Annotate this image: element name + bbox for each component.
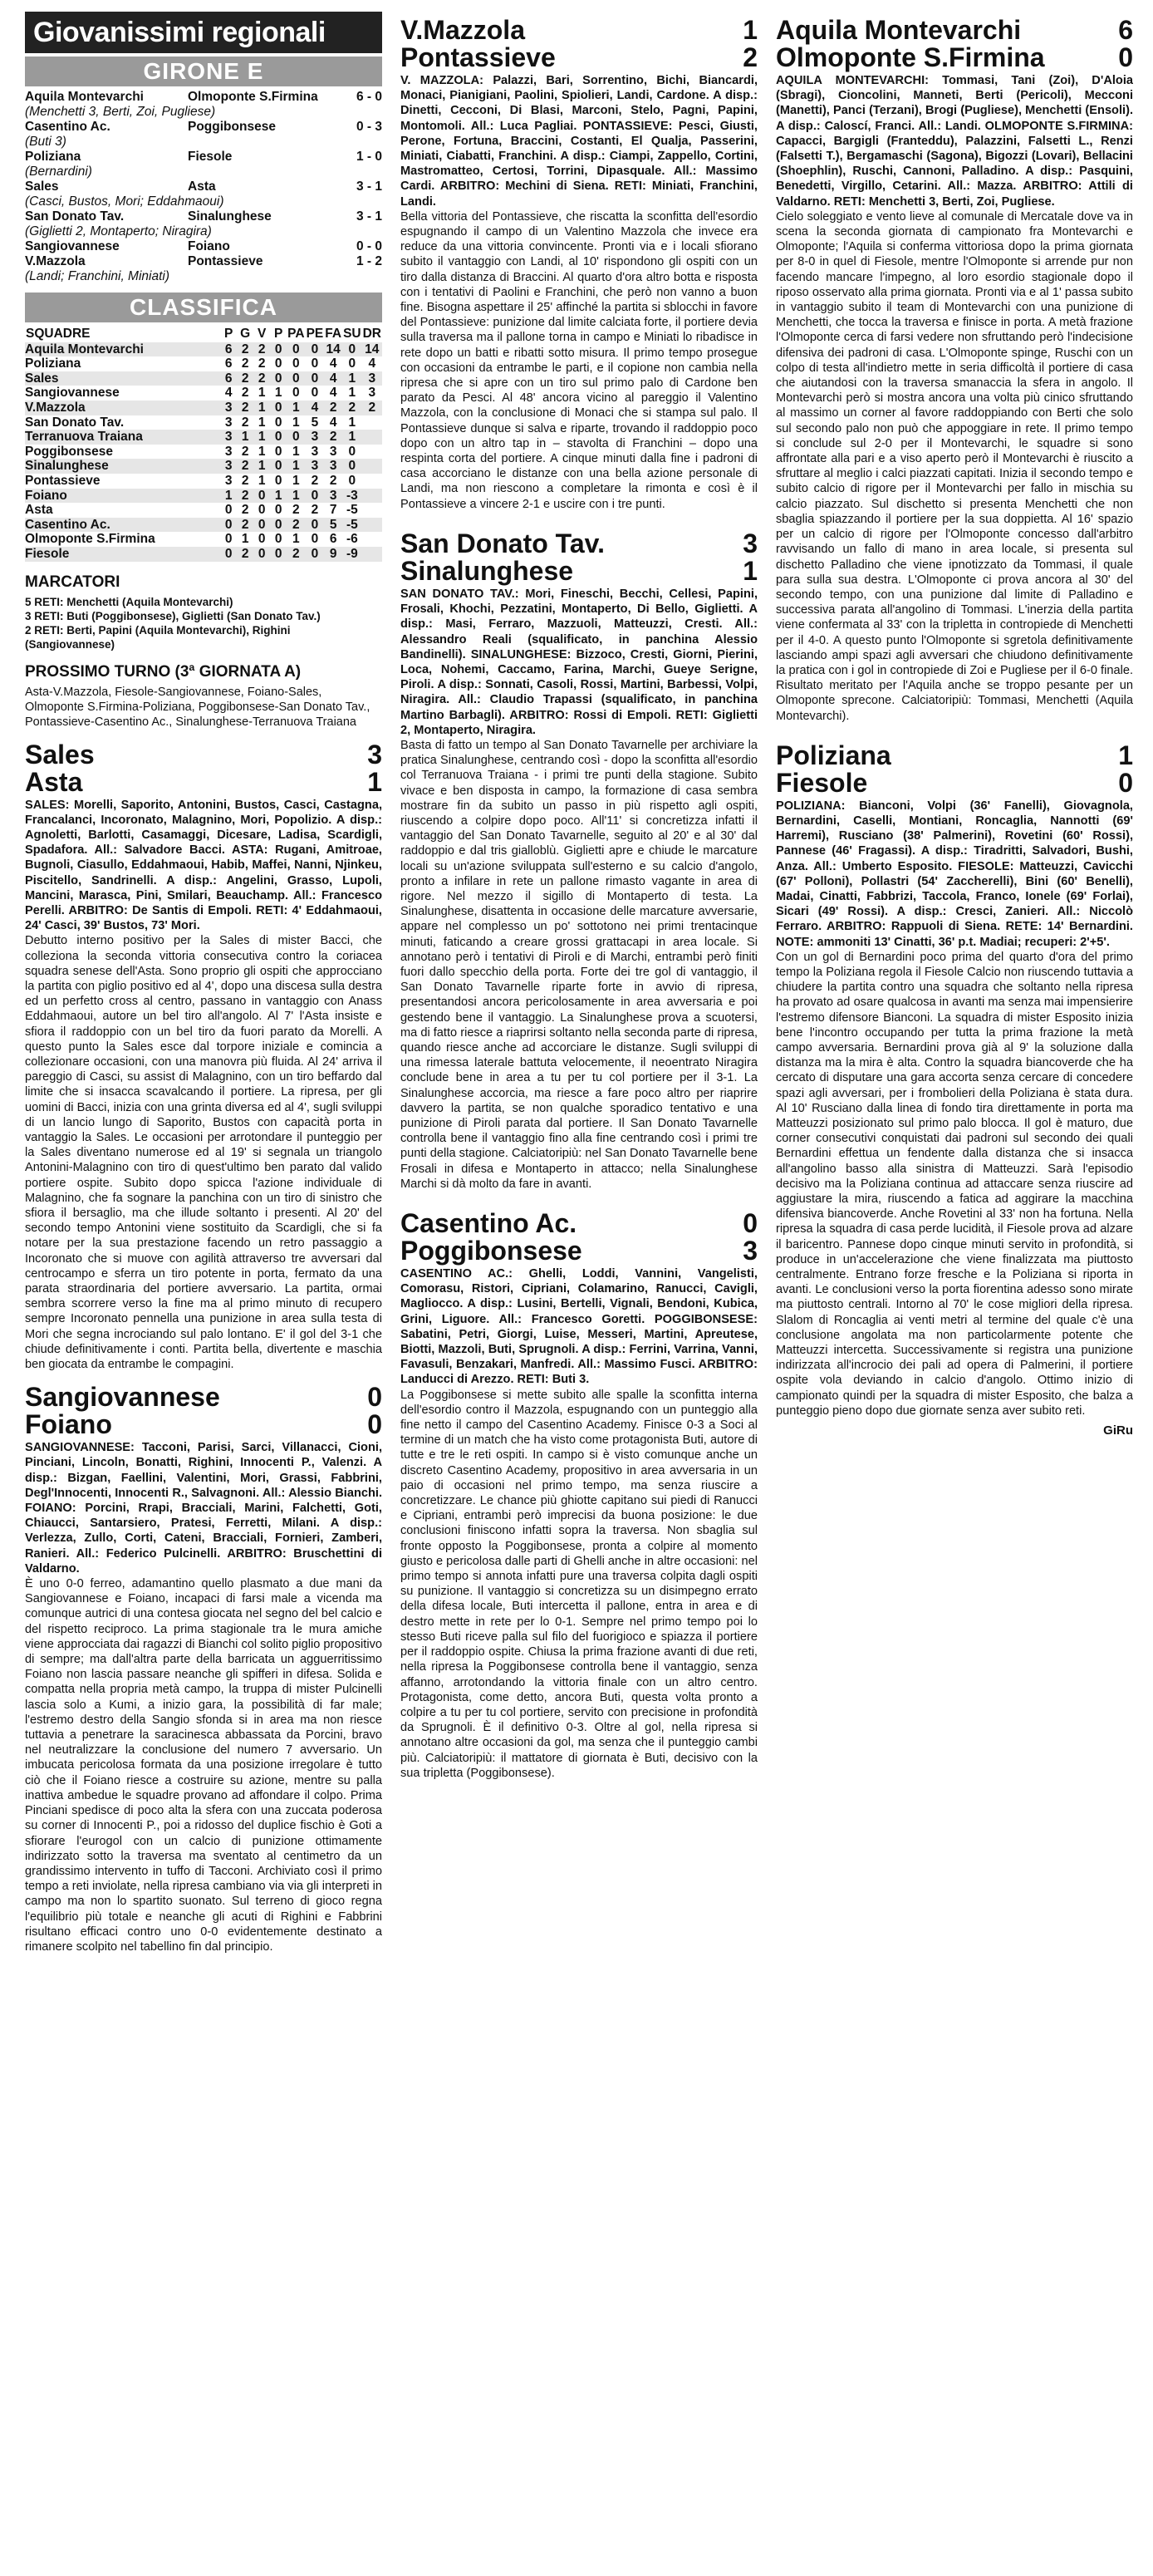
standings-cell: 2: [253, 371, 270, 386]
standings-body: [25, 342, 382, 562]
match-body: Cielo soleggiato e vento lieve al comunale di Mercatale dove va in scena la seconda giornata di campionato fra Montevarchi e Olmoponte; l'Aquila si conferma vittoriosa dopo la prima giornata per 8-0 in quel di Fiesole, mentre l'Olmoponte si arrende pur non facendo mancare l'impegno, al loro esordio stagionale dopo il riposo osservato alla prima giornata. Pronti via e al 1' passa subito in vantaggio subito il team di Montevarchi con una punizione di Menchetti, che tocca la traversa e finisce in porta. A metà frazione l'Olmoponte cerca di farsi vedere non sfruttando però l'indecisione difensiva dei padroni di casa. L'Olmoponte spinge, Ruschi con un colpo di testa all'indietro mette in seria difficoltà il portiere di casa che aiutandosi con la traversa smanaccia la sfera in angolo. Il Montevarchi però si mostra ancora una volta più cinico sfruttando al massimo un corner al favore raddoppiando con Berti che solo sul secondo palo non può che appoggiare in rete. Il primo tempo si conclude sul 2-0 per il Montevarchi, le squadre si sono affrontate alla pari e a viso aperto però il Montevarchi è riuscito a sfruttare al meglio i calci piazzati capitati. Inizia il secondo tempo e subito calcio di rigore per il Montevarchi per fallo in mischia su calcio piazzato. Sul dischetto si presenta Menchetti che non sbaglia spiazzando il portiere per la sua doppietta. Al 16' spazio per un calcio di rigore per l'Olmoponte concesso dall'arbitro ravvisando un fallo di mano in area locale, si presenta sul dischetto Palladino che viene ipnotizzato da Tommasi, il quale para sulla sua destra. L'Olmoponte ci prova ancora al 30' del secondo tempo, con una punizione dal limite di Palladino e successiva parata all'angolino di Tommasi. L'inerzia della partita viene confermata al 33' con la tripletta in contropiede di Menchetti per il 4-0. A questo punto l'Olmoponte si sgretola definitivamente lasciando ampi spazi agli avversari che chiudono definitivamente la pratica con i gol in contropiede di Zoi e Pugliese per il 6-0 finale. Risultato meritato per l'Aquila anche se troppo pesante per un Olmoponte sprecone. Calciatoripiù: Tommasi, Menchetti (Aquila Montevarchi).: [776, 209, 1133, 723]
standings-cell: 1: [258, 473, 266, 488]
standings-cell: 4: [329, 356, 337, 371]
standings-cell: [362, 430, 382, 445]
standings-cell: 2: [292, 503, 300, 518]
standings-row: [25, 356, 382, 371]
result-score: 1 - 2: [356, 254, 382, 268]
standings-row: [25, 386, 382, 401]
match-lineup: SAN DONATO TAV.: Mori, Fineschi, Becchi, Cellesi, Papini, Frosali, Khochi, Pezzatini, Montaperto, Di Bello, Giglietti. A disp.: Masi, Ferraro, Mazzuoli, Matteuzzi, Cresti. All.: Alessandro Reali (squalificato, in panchina Alessio Bandinelli). SINALUNGHESE: Bizzoco, Cresti, Giorni, Pierini, Loca, Nohemi, Caccamo, Farina, Marchi, Gueye Serigne, Piroli. A disp.: Sonnati, Casoli, Rossi, Martini, Barbessi, Volpi, Niragira. All.: Claudio Trapassi (squalificato, in panchina Martino Barbagli). ARBITRO: Rossi di Empoli. RETI: Giglietti 2, Montaperto, Niragira.: [400, 587, 758, 737]
standings-cell: 3: [362, 371, 382, 386]
result-score: 3 - 1: [356, 179, 382, 194]
standings-cell: 3: [329, 444, 337, 459]
standings-cell: 2: [237, 518, 253, 533]
scorers-line: 2 RETI: Berti, Papini (Aquila Montevarchi), Righini (Sangiovannese): [25, 623, 291, 651]
standings-cell: 2: [253, 342, 270, 357]
standings-cell: 1: [253, 459, 270, 474]
result-home: Poliziana: [25, 150, 81, 164]
result-item: [25, 120, 382, 150]
standings-cell: 0: [274, 532, 282, 547]
result-away: Olmoponte S.Firmina: [188, 90, 318, 104]
standings-cell: 1: [253, 401, 270, 415]
standings-cell: 1: [258, 444, 266, 459]
standings-cell: 0: [224, 503, 233, 518]
standings-team: Sinalunghese: [25, 459, 220, 474]
standings-cell: 2: [241, 386, 249, 401]
standings-cell: 0: [253, 489, 270, 504]
standings-cell: 0: [253, 547, 270, 562]
standings-header: CLASSIFICA: [25, 293, 382, 322]
standings-col-header: FA: [325, 327, 342, 341]
match-away-score: 1: [743, 555, 758, 586]
match-body: Con un gol di Bernardini poco prima del quarto d'ora del primo tempo la Poliziana regola il Fiesole Calcio non riuscendo tuttavia a chiudere la partita contro una squadra che soltanto nella ripresa ha provato ad osare qualcosa in avanti ma senza mai impensierire l'estremo difensore Bianconi. La squadra di mister Esposito inizia bene l'incontro occupando per tutta la prima frazione la metà campo avversaria. Bernardini prova già al 9' la soluzione dalla distanza ma la mira è alta. Contro la squadra biancoverde che ha cercato di disputare una gara accorta senza cercare di concedere spazi agli avversari, per i frombolieri della Poliziana è stata dura. Al 10' Rusciano dalla linea di fondo tira direttamente in porta ma Matteuzzi posizionato sul primo palo blocca. Il gol è maturo, due corner consecutivi conquistati dai padroni sul secondo dei quali Bernardini effettua un fendente dalla distanza che si insacca all'angolino basso alla sinistra di Matteuzzi. Sarà l'episodio decisivo ma la Poliziana continua ad attaccare senza riuscire ad aggiustare la mira, riuscendo a fatica ad aggirare la macchina difensiva biancoverde. Anche Rovetini al 33' non ha fortuna. Nella ripresa la squadra di casa perde lucidità, il Fiesole prova ad alzare il baricentro. Pannese dopo cinque minuti servito in profondità, si produce in un'accelerazione che viene finalizzata ma piuttosto centralmente. Entrano forze fresche e la Poliziana si riporta in avanti. Le conclusioni verso la porta fiorentina adesso sono mirate ma piuttosto centrali. Intorno al 70' le cose migliori della ripresa. Slalom di Roncaglia ai venti metri al termine del quale c'è una conclusione angolata ma non particolarmente potente che Matteuzzi intercetta. Successivamente si registra una punizione indirizzata all'incrocio dei pali ad opera di Palmerini, il portiere ospite vola deviando in calcio d'angolo. Ottimo inizio di campionato quindi per la squadra di mister Esposito, che balza a punteggio pieno dopo due giornate senza aver subito reti.: [776, 950, 1133, 1418]
match-report: [776, 742, 1133, 1438]
standings-cell: 1: [292, 532, 300, 547]
result-score: 6 - 0: [356, 90, 382, 104]
standings-cell: 1: [348, 386, 356, 401]
standings-cell: 2: [241, 473, 249, 488]
result-score: 0 - 0: [356, 239, 382, 253]
match-home: Sangiovannese: [25, 1382, 220, 1413]
match-away: Foiano: [25, 1409, 112, 1440]
standings-cell: 0: [342, 342, 362, 357]
match-home-score: 1: [743, 15, 758, 45]
standings-cell: 0: [306, 371, 325, 386]
standings-cell: 2: [237, 371, 253, 386]
standings-cell: 0: [258, 503, 266, 518]
standings-team: Terranuova Traiana: [25, 430, 220, 445]
standings-cell: 0: [270, 547, 287, 562]
author-signature: GiRu: [1103, 1423, 1133, 1438]
match-away-score: 0: [1118, 42, 1133, 72]
standings-col-header: P: [274, 327, 283, 341]
standings-cell: 0: [270, 342, 287, 357]
result-score: 0 - 3: [356, 120, 382, 134]
match-away-score: 3: [743, 1236, 758, 1266]
standings-cell: 0: [274, 415, 282, 430]
standings-col-team: SQUADRE: [26, 327, 91, 341]
standings-row: [25, 430, 382, 445]
standings-team: Poggibonsese: [25, 444, 113, 459]
standings-head-row: [25, 326, 382, 342]
standings-cell: 1: [220, 489, 237, 504]
standings-row: [25, 532, 382, 547]
standings-cell: 2: [324, 430, 342, 445]
standings-cell: [362, 489, 382, 504]
result-item: [25, 150, 382, 179]
match-home-score: 1: [1118, 740, 1133, 770]
standings-cell: 1: [342, 430, 362, 445]
standings-cell: 6: [224, 356, 233, 371]
standings-cell: 0: [311, 386, 319, 401]
standings-col-header: G: [240, 327, 251, 341]
next-round-title: PROSSIMO TURNO (3ª GIORNATA A): [25, 662, 302, 681]
next-round-text: Asta-V.Mazzola, Fiesole-Sangiovannese, Foiano-Sales, Olmoponte S.Firmina-Poliziana, Poggibonsese-San Donato Tav., Pontassieve-Casentino Ac., Sinalunghese-Terranuova Traiana: [25, 685, 370, 729]
standings-cell: -5: [346, 503, 358, 518]
standings-team: Sangiovannese: [25, 386, 120, 401]
result-home: Sales: [25, 179, 59, 194]
standings-cell: 0: [287, 371, 305, 386]
standings-cell: 1: [292, 415, 300, 430]
standings-cell: 2: [241, 444, 249, 459]
standings-cell: 3: [224, 444, 233, 459]
standings-row: [25, 503, 382, 518]
result-away: Poggibonsese: [188, 120, 276, 134]
standings-cell: 3: [324, 489, 342, 504]
standings-cell: 2: [329, 473, 337, 488]
standings-cell: [362, 503, 382, 518]
standings-cell: 0: [258, 532, 266, 547]
standings-cell: 4: [224, 386, 233, 401]
match-away: Poggibonsese: [400, 1236, 582, 1266]
standings-table: [25, 326, 382, 562]
standings-cell: 4: [329, 415, 337, 430]
standings-cell: 1: [258, 386, 266, 401]
standings-cell: [362, 474, 382, 489]
result-scorers: (Buti 3): [25, 135, 66, 149]
standings-cell: 0: [348, 473, 356, 488]
standings-cell: 2: [237, 459, 253, 474]
standings-col-header: DR: [362, 327, 381, 341]
standings-cell: 1: [287, 459, 305, 474]
standings-cell: 2: [237, 547, 253, 562]
standings-cell: 3: [220, 401, 237, 415]
results-list: [25, 90, 382, 284]
standings-cell: 0: [311, 532, 319, 547]
match-lineup: POLIZIANA: Bianconi, Volpi (36' Fanelli), Giovagnola, Bernardini, Caselli, Montiani, Roncaglia, Nannotti (69' Harremi), Rusciano (38' Palmerini), Rovetini (60' Rossi), Pannese (46' Fragassi). A disp.: Tiradritti, Salvadori, Bushi, Anza. All.: Umberto Esposito. FIESOLE: Matteuzzi, Cavicchi (67' Polloni), Pollastri (54' Zaccherelli), Bini (60' Benelli), Madai, Cinatti, Fabbrizi, Taccola, Franco, Ionele (69' Forlai), Sicari (49' Rossi). A disp.: Cresci, Zanieri. All.: Niccolò Ferraro. ARBITRO: Rappuoli di Siena. RETE: 14' Bernardini. NOTE: ammoniti 13' Cinatti, 36' p.t. Madiai; recuperi: 2'+5'.: [776, 799, 1133, 949]
standings-cell: 1: [292, 444, 300, 459]
standings-row: [25, 445, 382, 460]
standings-col-header: V: [258, 327, 267, 341]
standings-col-header: SU: [343, 327, 361, 341]
match-report: [400, 17, 758, 512]
standings-cell: 1: [287, 489, 305, 504]
standings-col-header: P: [224, 327, 233, 341]
standings-cell: 4: [324, 371, 342, 386]
standings-team: Asta: [25, 503, 53, 518]
standings-team: San Donato Tav.: [25, 415, 125, 430]
standings-row: [25, 415, 382, 430]
standings-cell: 14: [324, 342, 342, 357]
standings-cell: 0: [274, 356, 282, 371]
standings-cell: 1: [348, 415, 356, 430]
standings-row: [25, 342, 382, 357]
standings-cell: 0: [274, 444, 282, 459]
match-report: [25, 1384, 382, 1954]
column-middle: [400, 12, 758, 2568]
standings-cell: 9: [324, 547, 342, 562]
standings-cell: 0: [306, 518, 325, 533]
standings-cell: 0: [311, 356, 319, 371]
match-home: V.Mazzola: [400, 15, 525, 45]
result-scorers: (Bernardini): [25, 165, 92, 179]
standings-cell: 0: [287, 342, 305, 357]
standings-cell: 1: [237, 430, 253, 445]
match-away: Pontassieve: [400, 42, 556, 72]
standings-cell: 3: [220, 430, 237, 445]
result-away: Fiesole: [188, 150, 233, 164]
match-lineup: SALES: Morelli, Saporito, Antonini, Bustos, Casci, Castagna, Francalanci, Incoronato, Malagnino, Mori, Popolizio. A disp.: Agnoletti, Barlotti, Casamaggi, Dicesare, Ladisa, Scardigli, Spadafora. All.: Salvadore Bacci. ASTA: Rugani, Amitroae, Bugnoli, Ciasullo, Eddahmaoui, Habib, Maffei, Nanni, Njinkeu, Piscitello, Sandrinelli. A disp.: Angelini, Grasso, Lupoli, Mancini, Marasca, Pini, Smilari, Beauchamp. All.: Francesco Perelli. ARBITRO: De Santis di Empoli. RETI: 4' Eddahmaoui, 24' Casci, 39' Bustos, 73' Mori.: [25, 798, 382, 933]
standings-cell: 1: [241, 532, 249, 547]
result-scorers: (Casci, Bustos, Mori; Eddahmaoui): [25, 194, 224, 209]
standings-cell: 5: [311, 415, 319, 430]
standings-team: Aquila Montevarchi: [25, 342, 220, 357]
match-home-score: 0: [367, 1382, 382, 1413]
standings-cell: 14: [362, 342, 382, 357]
result-scorers: (Giglietti 2, Montaperto; Niragira): [25, 224, 212, 238]
result-away: Foiano: [188, 239, 230, 253]
standings-cell: 0: [306, 342, 325, 357]
standings-cell: 1: [258, 415, 266, 430]
match-away: Olmoponte S.Firmina: [776, 42, 1045, 72]
result-score: 3 - 1: [356, 209, 382, 224]
standings-cell: 0: [342, 459, 362, 474]
standings-row: [25, 489, 382, 504]
standings-row: [25, 459, 382, 474]
standings-cell: 2: [241, 503, 249, 518]
match-lineup: V. MAZZOLA: Palazzi, Bari, Sorrentino, Bichi, Biancardi, Monaci, Pianigiani, Paolini, Spiolieri, Landi, Cardone. A disp.: Dinetti, Cecconi, Di Blasi, Marconi, Stelo, Pagni, Papini, Montomoli. All.: Luca Pagliai. PONTASSIEVE: Pesci, Giusti, Perone, Fortuna, Braccini, Costanti, El Qualja, Passerini, Miniati, Ciabatti, Franchini. A disp.: Ciampi, Zappello, Cortini, Mastromatteo, Certosi, Torrini, Dipasquale. All.: Massimo Cardi. ARBITRO: Mechini di Siena. RETI: Miniati, Franchini, Landi.: [400, 74, 758, 209]
standings-cell: 2: [311, 503, 319, 518]
standings-cell: 1: [253, 430, 270, 445]
result-home: Casentino Ac.: [25, 120, 110, 134]
match-home-score: 6: [1118, 15, 1133, 45]
standings-cell: [362, 547, 382, 562]
match-home-score: 3: [743, 528, 758, 558]
standings-cell: 2: [287, 547, 305, 562]
standings-cell: 2: [241, 356, 249, 371]
standings-cell: 3: [324, 459, 342, 474]
standings-cell: 2: [287, 518, 305, 533]
standings-cell: 1: [342, 371, 362, 386]
standings-team: Fiesole: [25, 547, 220, 562]
standings-cell: 0: [292, 386, 300, 401]
match-home-score: 3: [367, 739, 382, 769]
standings-cell: 0: [270, 371, 287, 386]
standings-cell: 2: [342, 401, 362, 415]
match-report: [400, 1210, 758, 1781]
standings-cell: 0: [348, 356, 356, 371]
match-body: Basta di fatto un tempo al San Donato Tavarnelle per archiviare la pratica Sinalunghese, centrando così - dopo la sconfitta all'esordio col Terranuova Traiana - i primi tre punti della stagione. Subito vivace e ben disposta in campo, la formazione di casa sembra mostrare fin da subito un passo in più rispetto agli ospiti, riuscendo a colpire dopo poco. All'11' si concretizza infatti il vantaggio del San Donato Tavarnelle, seguito al 20' e al 30' dal raddoppio e dal tris gialloblù. Giglietti apre e chiude le marcature locali su un'azione sviluppata sull'esterno e su calcio d'angolo, pronto a infilare in rete un pallone rimasto vagante in area di rigore. Nel mezzo il sigillo di Montaperto di testa. La Sinalunghese, disattenta in occasione delle marcature avversarie, appare nel complesso un po' sottotono nei primi trentacinque minuti, faticando a creare grossi grattacapi in area locale. Si annotano però i tentativi di Piroli e di Marchi, entrambi però finiti fuori dallo specchio della porta. Forte dei tre gol di vantaggio, il San Donato Tavarnelle riparte forte in avvio di ripresa, presentandosi ancora pericolosamente in area avversaria e poi gestendo bene il vantaggio. La Sinalunghese prova a scuotersi, ma di fatto riesce a riaprirsi soltanto nella seconda parte di ripresa, quando riesce anche ad accorciare le distanze. Sugli sviluppi di una rimessa laterale battuta velocemente, il neoentrato Niragira conclude bene in area a tu per tu col portiere per il 3-1. La Sinalunghese accorcia, ma riesce a fare poco altro per riaprire davvero la partita, se non qualche sporadico tentativo e una punizione di Piroli parata dal portiere. Il San Donato Tavarnelle controlla bene il vantaggio fino alla fine centrando così i primi tre punti della stagione. Calciatoripiù: nel San Donato Tavarnelle bene Frosali in difesa e Montaperto in attacco; nella Sinalunghese Marchi si dà molto da fare in avanti.: [400, 738, 758, 1191]
standings-cell: 0: [270, 518, 287, 533]
match-away: Asta: [25, 766, 83, 797]
standings-cell: 2: [237, 401, 253, 415]
standings-cell: 3: [224, 415, 233, 430]
result-scorers: (Landi; Franchini, Miniati): [25, 269, 170, 283]
match-home: Aquila Montevarchi: [776, 15, 1022, 45]
standings-cell: 3: [368, 386, 376, 401]
match-body: Debutto interno positivo per la Sales di mister Bacci, che colleziona la seconda vittoria consecutiva contro la coriacea squadra senese dell'Asta. Sono proprio gli ospiti che approcciano la partita con piglio positivo ed al 4', dopo una discesa sulla destra ed un perfetto cross al centro, passano in vantaggio con Anass Eddahmaoui, autore un bel tiro all'angolo. Al 7' l'Asta insiste e sfiora il raddoppio con un bel tiro da fuori parato da Morelli. A questo punto la Sales esce dal torpore iniziale e comincia a collezionare occasioni, con una manovra più fluida. Al 24' arriva il pareggio di Casci, su assist di Malagnino, con un tiro beffardo dal limite che si insacca scavalcando il portiere. La ripresa, per gli uomini di Bacci, inizia con una grinta diversa ed al 4', sugli sviluppi di un lancio lungo di Saporito, Bustos con capacità porta in vantaggio la Sales. Le occasioni per arrotondare il punteggio per la Sales diventano numerose ed al 19' si segnala un triangolo Antonini-Malagnino con tiro di quest'ultimo ben parato dal valido portiere ospite. Subito dopo spicca l'azione individuale di Malagnino, che fa sognare la panchina con un tiro di sinistro che sfiora il bersaglio, ma che illude soltanto i presenti. Al 20' del secondo tempo Antonini viene sostituito da Scardigli, che si fa notare per la sua prestazione facendo un retro passaggio a Incoronato che si muove con agilità attraverso tre avversari dal centrocampo e sferra un tiro potente in porta, fermato da una parata straordinaria del portiere avversario. La partita, ormai sembra scorrere verso la fine ma al primo minuto di recupero sempre Incoronato pennella una punizione in area sulla testa di Mori che segna incrociando sul palo lontano. E' il gol del 3-1 che chiude definitivamente i conti. Partita bella, divertente e maschia ben giocata da entrambe le compagini.: [25, 934, 382, 1372]
match-away: Sinalunghese: [400, 555, 574, 586]
standings-team: Olmoponte S.Firmina: [25, 532, 155, 547]
standings-row: [25, 401, 382, 415]
result-home: Aquila Montevarchi: [25, 90, 144, 104]
standings-cell: 2: [324, 401, 342, 415]
standings-team: Casentino Ac.: [25, 518, 220, 533]
standings-cell: 1: [270, 489, 287, 504]
result-away: Pontassieve: [188, 254, 263, 268]
standings-cell: 1: [274, 386, 282, 401]
result-item: [25, 179, 382, 209]
standings-team: Pontassieve: [25, 473, 101, 488]
standings-cell: 0: [292, 356, 300, 371]
standings-cell: [362, 415, 382, 430]
standings-cell: 4: [368, 356, 376, 371]
result-item: [25, 254, 382, 284]
standings-cell: 7: [329, 503, 337, 518]
standings-cell: 0: [270, 401, 287, 415]
standings-cell: 0: [224, 532, 233, 547]
standings-cell: 0: [220, 518, 237, 533]
standings-team: Sales: [25, 371, 220, 386]
standings-cell: -6: [346, 532, 358, 547]
column-right: [776, 12, 1133, 2568]
standings-cell: 3: [306, 459, 325, 474]
standings-cell: 0: [274, 503, 282, 518]
standings-cell: 2: [362, 401, 382, 415]
standings-cell: 2: [258, 356, 266, 371]
standings-cell: [362, 459, 382, 474]
standings-cell: [362, 532, 382, 547]
result-score: 1 - 0: [356, 150, 382, 164]
standings-cell: 2: [237, 342, 253, 357]
standings-team: Foiano: [25, 489, 220, 504]
result-item: [25, 90, 382, 120]
standings-cell: 0: [220, 547, 237, 562]
match-home: Casentino Ac.: [400, 1208, 577, 1239]
group-header: GIRONE E: [25, 57, 382, 86]
standings-cell: 3: [306, 430, 325, 445]
standings-cell: 0: [287, 430, 305, 445]
standings-cell: 1: [292, 473, 300, 488]
standings-cell: -5: [342, 518, 362, 533]
match-report: [776, 17, 1133, 724]
standings-team: Poliziana: [25, 356, 81, 371]
match-away-score: 2: [743, 42, 758, 72]
standings-col-header: PE: [306, 327, 324, 341]
section-banner: Giovanissimi regionali: [25, 12, 382, 53]
result-away: Asta: [188, 179, 216, 194]
standings-cell: 3: [224, 473, 233, 488]
standings-col-header: PA: [287, 327, 305, 341]
match-away-score: 0: [367, 1409, 382, 1440]
standings-row: [25, 547, 382, 562]
match-lineup: SANGIOVANNESE: Tacconi, Parisi, Sarci, Villanacci, Cioni, Pinciani, Lincoln, Bonatti, Righini, Innocenti P., Valenzi. A disp.: Bizgan, Faellini, Valentini, Mori, Grassi, Fabbrini, Degl'Innocenti, Innocenti R., Salvagnoni. All.: Alessio Bianchi. FOIANO: Porcini, Rrapi, Bracciali, Marini, Falchetti, Goti, Chiaucci, Santarsiero, Pratesi, Ferretti, Milani. A disp.: Verlezza, Zullo, Corti, Cateni, Bracciali, Fornieri, Zamberi, Ranieri. All.: Federico Pulcinelli. ARBITRO: Bruschettini di Valdarno.: [25, 1441, 382, 1576]
match-report: [400, 530, 758, 1192]
standings-cell: -3: [342, 489, 362, 504]
standings-cell: 0: [270, 459, 287, 474]
standings-row: [25, 518, 382, 533]
result-home: V.Mazzola: [25, 254, 86, 268]
standings-cell: 3: [311, 444, 319, 459]
standings-cell: 6: [220, 342, 237, 357]
result-item: [25, 239, 382, 254]
scorers-line: 5 RETI: Menchetti (Aquila Montevarchi): [25, 595, 233, 608]
result-home: Sangiovannese: [25, 239, 120, 253]
match-home-score: 0: [743, 1208, 758, 1239]
standings-cell: 0: [274, 473, 282, 488]
match-report: [25, 741, 382, 1373]
scorers-line: 3 RETI: Buti (Poggibonsese), Giglietti (San Donato Tav.): [25, 609, 321, 622]
standings-cell: [362, 518, 382, 533]
match-body: È uno 0-0 ferreo, adamantino quello plasmato a due mani da Sangiovannese e Foiano, incapaci di farsi male a vicenda ma comunque autrici di una contesa giocata nel segno del bel calcio e del rispetto reciproco. La prima stagionale tra le mura amiche viene approcciata dai ragazzi di Bianchi col solito piglio propositivo di sempre; ma dall'altra parte della barricata un agguerritissimo Foiano non lascia passare neanche gli spifferi in difesa. Solida e compatta nella propria metà campo, la truppa di mister Pulcinelli lascia solo a Kumi, a inizio gara, la possibilità di far male; l'estremo destro della Sangio sfonda si in area ma non riesce tuttavia a penetrare la saracinesca abbassata da Porcini, bravo nel neutralizzare la conclusione del numero 7 avversario. Un imbucata pericolosa formata da una posizione irregolare è tutto ciò che il Foiano riesce a costruire su azione, mentre su palla inattiva ambedue le squadre provano ad affondare il colpo. Prima Pinciani spedisce di poco alta la sfera con una zuccata poderosa su corner di Innocenti P., poi a ridosso del duplice fischio è Goti a sfiorare l'eurogol con un calcio di punizione ottimamente indirizzato sotto la traversa ma sventato al centimetro da un grandissimo intervento in tuffo di Tacconi. Archiviato così il primo tempo a reti inviolate, nella ripresa cambiano via via gli interpreti in campo ma non lo spartito suonato. Sul terreno di gioco regna l'equilibrio più totale e neanche gli acuti di Righini e Fabbrini risultano efficaci contro uno 0-0 evidentemente destinato a rimanere scolpito nel tabellino fin dal principio.: [25, 1577, 382, 1954]
standings-cell: 0: [306, 489, 325, 504]
standings-cell: 2: [311, 473, 319, 488]
match-body: Bella vittoria del Pontassieve, che riscatta la sconfitta dell'esordio espugnando il campo di un Valentino Mazzola che invece era reduce da una vittoria convincente. Pronti via e i locali sfiorano subito il vantaggio con Landi, al 10' rispondono gli ospiti con un tiro dalla distanza di Braccini. Al quarto d'ora altro botta e risposta con i tentativi di Paolini e Franchini, che però non vanno a buon fine. Bisogna aspettare il 25' affinché la partita si sblocchi in favore del Pontassieve: punizione dal limite calciata forte, il portiere devia sulla traversa ma il pallone torna in campo e Miniati lo ribadisce in rete dopo un batti e ribatti sotto misura. Il primo tempo prosegue con occasioni da entrambe le parti, e il copione non cambia nella ripresa che si apre con un tiro sul primo palo di Cardone ben parato da Pesci. Al 48' ancora vicino al pareggio il Valentino Mazzola, con la conclusione di Monaci che si stampa sul palo. Il Pontassieve dunque si salva e riparte, trovando il raddoppio poco dopo con un altro tap in – stavolta di Franchini – dopo una respinta corta del portiere. A cinque minuti dalla fine i padroni di casa accorciano le distanze con una bella azione personale di Landi, ma non riescono a completare la rimonta e così è il Pontassieve a vincere 2-1 e uscire con i tre punti.: [400, 209, 758, 511]
standings-row: [25, 474, 382, 489]
standings-cell: 2: [237, 489, 253, 504]
standings-cell: 0: [348, 444, 356, 459]
scorers-title: MARCATORI: [25, 573, 120, 591]
match-home: Sales: [25, 739, 95, 769]
match-body: La Poggibonsese si mette subito alle spalle la sconfitta interna dell'esordio contro il Mazzola, espugnando con un punteggio alla fine netto il campo del Casentino Academy. Finisce 0-3 a Soci al termine di un match che ha visto come protagonista Buti, autore di tutte e tre le reti ospiti. In campo si è visto comunque anche un discreto Casentino Academy, propositivo in area avversaria in un paio di occasioni nel primo tempo, ma senza riuscire a concretizzare. Le chance più ghiotte capitano sui piedi di Ranucci e Cipriani, entrambi però imprecisi da buona posizione: le due conclusioni finiscono infatti sopra la traversa. Non sbaglia sul fronte opposto la Poggibonsese, pronta a colpire al momento giusto e pericolosa dalle parti di Ghelli anche in altre occasioni: nel primo tempo si annota infatti pure una traversa colpita dagli ospiti su punizione. Il vantaggio si concretizza su un disimpegno errato della difesa locale, Buti intercetta il pallone, entra in area e di destro mette in rete per lo 0-1. Sempre nel primo tempo poi lo stesso Buti riceve palla sul filo del fuorigioco e spiazza il portiere per il raddoppio ospite. Chiusa la prima frazione avanti di due reti, nella ripresa la Poggibonsese controlla bene il vantaggio, senza affanno, arrotondando la vittoria finale con un altro centro. Protagonista, come detto, ancora Buti, questa volta pronto a colpire a tu per tu col portiere, servito con precisione in profondità da Sprugnoli. È il definitivo 0-3. Oltre al gol, nella ripresa si annotano altre occasioni da gol, ma senza che il punteggio cambi più. Calciatoripiù: il mattatore di giornata è Buti, decisivo con la sua tripletta (Poggibonsese).: [400, 1388, 758, 1780]
standings-cell: 1: [287, 401, 305, 415]
result-scorers: (Menchetti 3, Berti, Zoi, Pugliese): [25, 105, 216, 119]
match-lineup: CASENTINO AC.: Ghelli, Loddi, Vannini, Vangelisti, Comorasu, Ristori, Cipriani, Colamarino, Ranucci, Cavigli, Magliocco. A disp.: Lusini, Bertelli, Vignali, Bendoni, Kubica, Grini, Liguore. All.: Francesco Goretti. POGGIBONSESE: Sabatini, Petri, Giorgi, Luise, Messeri, Martini, Apreutese, Biotti, Mazzoli, Buti, Sprugnoli. A disp.: Ferrini, Varrina, Vanni, Favasuli, Benzakari, Manfredi. All.: Massimo Fusci. ARBITRO: Landucci di Arezzo. RETI: Buti 3.: [400, 1267, 758, 1387]
column-left: [25, 12, 382, 2568]
result-item: [25, 209, 382, 239]
standings-cell: 2: [241, 415, 249, 430]
standings-cell: 4: [329, 386, 337, 401]
match-away-score: 1: [367, 766, 382, 797]
standings-row: [25, 371, 382, 386]
standings-cell: 3: [220, 459, 237, 474]
standings-cell: 0: [306, 547, 325, 562]
scorers-list: [25, 595, 382, 651]
result-home: San Donato Tav.: [25, 209, 125, 224]
standings-cell: 6: [329, 532, 337, 547]
standings-cell: 0: [270, 430, 287, 445]
match-lineup: AQUILA MONTEVARCHI: Tommasi, Tani (Zoi), D'Aloia (Sbragi), Cioncolini, Manneti, Berti (Pericoli), Mecconi (Manetti), Panci (Terzani), Brogi (Pugliese), Menchetti (Ensoli). A disp.: Caloscí, Franci. All.: Landi. OLMOPONTE S.FIRMINA: Capacci, Bargigli (Franteddu), Palazzini, Falsetti L., Renzi (Falsetti T.), Bergamaschi (Sagona), Bigozzi (Lovari), Bellacini (Shoephlin), Ruschi, Cannoni, Palladino. A disp.: Pasquini, Benedetti, Virgillo, Cetarini. All.: Mazza. ARBITRO: Attili di Valdarno. RETI: Menchetti 3, Berti, Zoi, Pugliese.: [776, 74, 1133, 209]
standings-team: V.Mazzola: [25, 401, 220, 415]
match-home: Poliziana: [776, 740, 891, 770]
standings-cell: 5: [324, 518, 342, 533]
result-away: Sinalunghese: [188, 209, 272, 224]
standings-cell: [362, 445, 382, 460]
match-away: Fiesole: [776, 767, 868, 798]
standings-cell: -9: [342, 547, 362, 562]
match-home: San Donato Tav.: [400, 528, 605, 558]
standings-cell: 4: [306, 401, 325, 415]
standings-cell: 6: [220, 371, 237, 386]
match-away-score: 0: [1118, 767, 1133, 798]
standings-cell: 0: [253, 518, 270, 533]
